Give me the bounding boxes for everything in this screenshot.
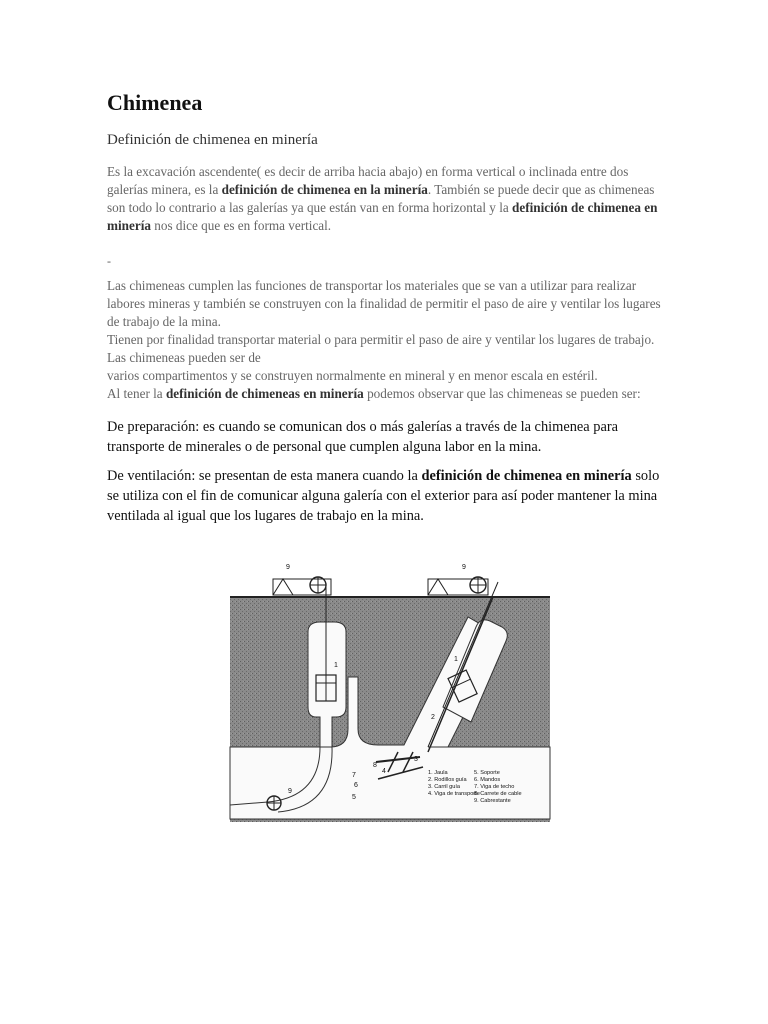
callout-1-left: 1	[334, 662, 338, 669]
legend-right-2: 6. Mandos	[474, 777, 501, 783]
legend-right-4: 8. Carrete de cable	[474, 791, 522, 797]
legend-right-1: 5. Soporte	[474, 770, 500, 776]
functions-line-5	[107, 385, 667, 403]
legend-left-3: 3. Carril guía	[428, 784, 461, 790]
functions-line-2: Tienen por finalidad transportar material o para permitir el paso de aire y ventilar los lugares de trabajo.	[107, 332, 655, 347]
legend-right-5: 9. Cabrestante	[474, 798, 511, 804]
functions-line-5-bold: definición de chimeneas en minería	[165, 386, 364, 401]
ventilation-paragraph	[107, 466, 667, 526]
definition-text-2: . También se puede decir que as chimeneas son todo lo contrario a las galerías ya que están van en forma horizontal y la	[107, 182, 655, 215]
callout-9-left: 9	[286, 564, 290, 571]
definition-text-1: Es la excavación ascendente( es decir de arriba hacia abajo) en forma vertical o inclinada entre dos galerías minera, es la	[107, 164, 629, 197]
callout-7: 7	[352, 772, 356, 779]
definition-bold-1: definición de chimenea en la minería	[221, 182, 428, 197]
functions-paragraph	[107, 277, 667, 403]
callout-3: 3	[414, 756, 418, 763]
callout-1-right: 1	[454, 656, 458, 663]
separator-mark: -	[107, 254, 111, 268]
legend-left-2: 2. Rodillos guía	[428, 777, 467, 783]
functions-line-3: Las chimeneas pueden ser de	[107, 350, 261, 365]
preparation-paragraph: De preparación: es cuando se comunican dos o más galerías a través de la chimenea para transporte de minerales o de personal que cumplen alguna labor en la mina.	[107, 419, 619, 455]
chimney-diagram-figure	[228, 557, 552, 827]
functions-line-5-text-c: podemos observar que las chimeneas se pueden ser:	[363, 386, 641, 401]
definition-paragraph	[107, 163, 667, 235]
functions-line-4: varios compartimentos y se construyen normalmente en mineral y en menor escala en estéril.	[107, 368, 598, 383]
functions-line-1: Las chimeneas cumplen las funciones de transportar los materiales que se van a utilizar para realizar labores mineras y también se construyen con la finalidad de permitir el paso de aire y ventilar los lugares de trabajo de la mina.	[107, 278, 661, 329]
page-title: Chimenea	[107, 90, 203, 115]
callout-9-bottom: 9	[288, 788, 292, 795]
legend-left-1: 1. Jaula	[428, 770, 448, 776]
page-subtitle: Definición de chimenea en minería	[107, 132, 318, 148]
callout-6: 6	[354, 782, 358, 789]
callout-4: 4	[382, 768, 386, 775]
ventilation-text-2: solo se utiliza con el fin de comunicar alguna galería con el exterior para así poder mantener la mina ventilada al igual que los lugares de trabajo en la mina.	[107, 468, 660, 524]
definition-text-3: nos dice que es en forma vertical.	[150, 218, 332, 233]
functions-line-5-text-a: Al tener la	[107, 386, 166, 401]
ventilation-text-1: De ventilación: se presentan de esta manera cuando la	[107, 468, 422, 484]
definition-bold-2: definición de chimenea en minería	[107, 200, 658, 233]
callout-5: 5	[352, 794, 356, 801]
winch-left	[273, 577, 331, 595]
legend-right-3: 7. Viga de techo	[474, 784, 515, 790]
callout-8: 8	[373, 762, 377, 769]
cable-reel-bottom	[267, 796, 281, 810]
winch-right	[428, 577, 488, 595]
legend-left-4: 4. Viga de transporte	[428, 791, 480, 797]
callout-9-right: 9	[462, 564, 466, 571]
callout-2: 2	[431, 714, 435, 721]
ventilation-bold: definición de chimenea en minería	[421, 468, 632, 484]
